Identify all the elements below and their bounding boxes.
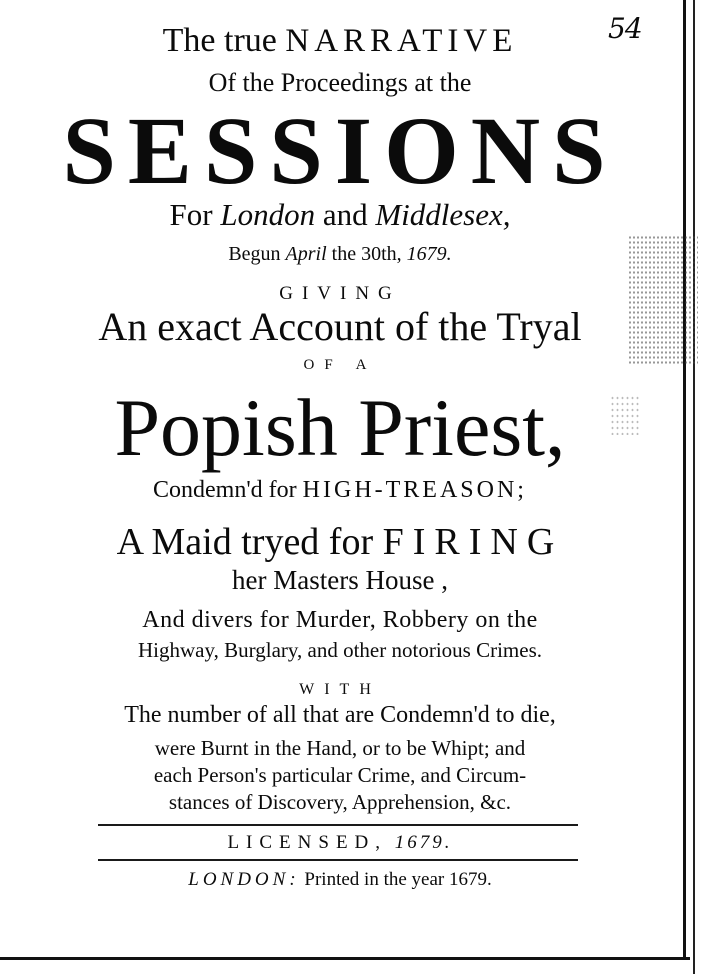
- title-line-10: Condemn'd for HIGH-TREASON;: [153, 477, 527, 503]
- title-line-7: An exact Account of the Tryal: [98, 304, 582, 349]
- page-border-right: [683, 0, 686, 960]
- rule-divider: [98, 859, 578, 861]
- title-with: WITH: [299, 681, 381, 698]
- title-line-19: stances of Discovery, Apprehension, &c.: [168, 790, 512, 814]
- title-line-4: For London and Middlesex,: [169, 197, 511, 232]
- title-line-2: Of the Proceedings at the: [208, 68, 472, 97]
- page-border-right-outer: [693, 0, 695, 974]
- title-giving: GIVING: [279, 283, 401, 304]
- folio-number: 54: [608, 12, 642, 45]
- page-border-bottom: [0, 957, 690, 960]
- title-popish-priest: Popish Priest,: [114, 382, 566, 473]
- title-sessions: SESSIONS: [62, 97, 618, 204]
- title-line-18: each Person's particular Crime, and Circum-: [153, 763, 527, 787]
- title-line-11: A Maid tryed for FIRING: [116, 521, 564, 563]
- imprint-line: LONDON: Printed in the year 1679.: [188, 869, 492, 890]
- title-line-5: Begun April the 30th, 1679.: [228, 243, 452, 265]
- title-line-13: And divers for Murder, Robbery on the: [142, 607, 538, 633]
- title-line-16: The number of all that are Condemn'd to die,: [124, 702, 556, 728]
- title-line-17: were Burnt in the Hand, or to be Whipt; and: [154, 736, 526, 760]
- title-line-1: The true NARRATIVE: [162, 22, 518, 59]
- licensed-line: LICENSED, 1679.: [227, 832, 453, 853]
- title-line-14: Highway, Burglary, and other notorious Crimes.: [138, 638, 542, 662]
- title-line-12: her Masters House ,: [232, 565, 448, 595]
- rule-divider: [98, 824, 578, 826]
- title-of-a: OF A: [303, 357, 377, 373]
